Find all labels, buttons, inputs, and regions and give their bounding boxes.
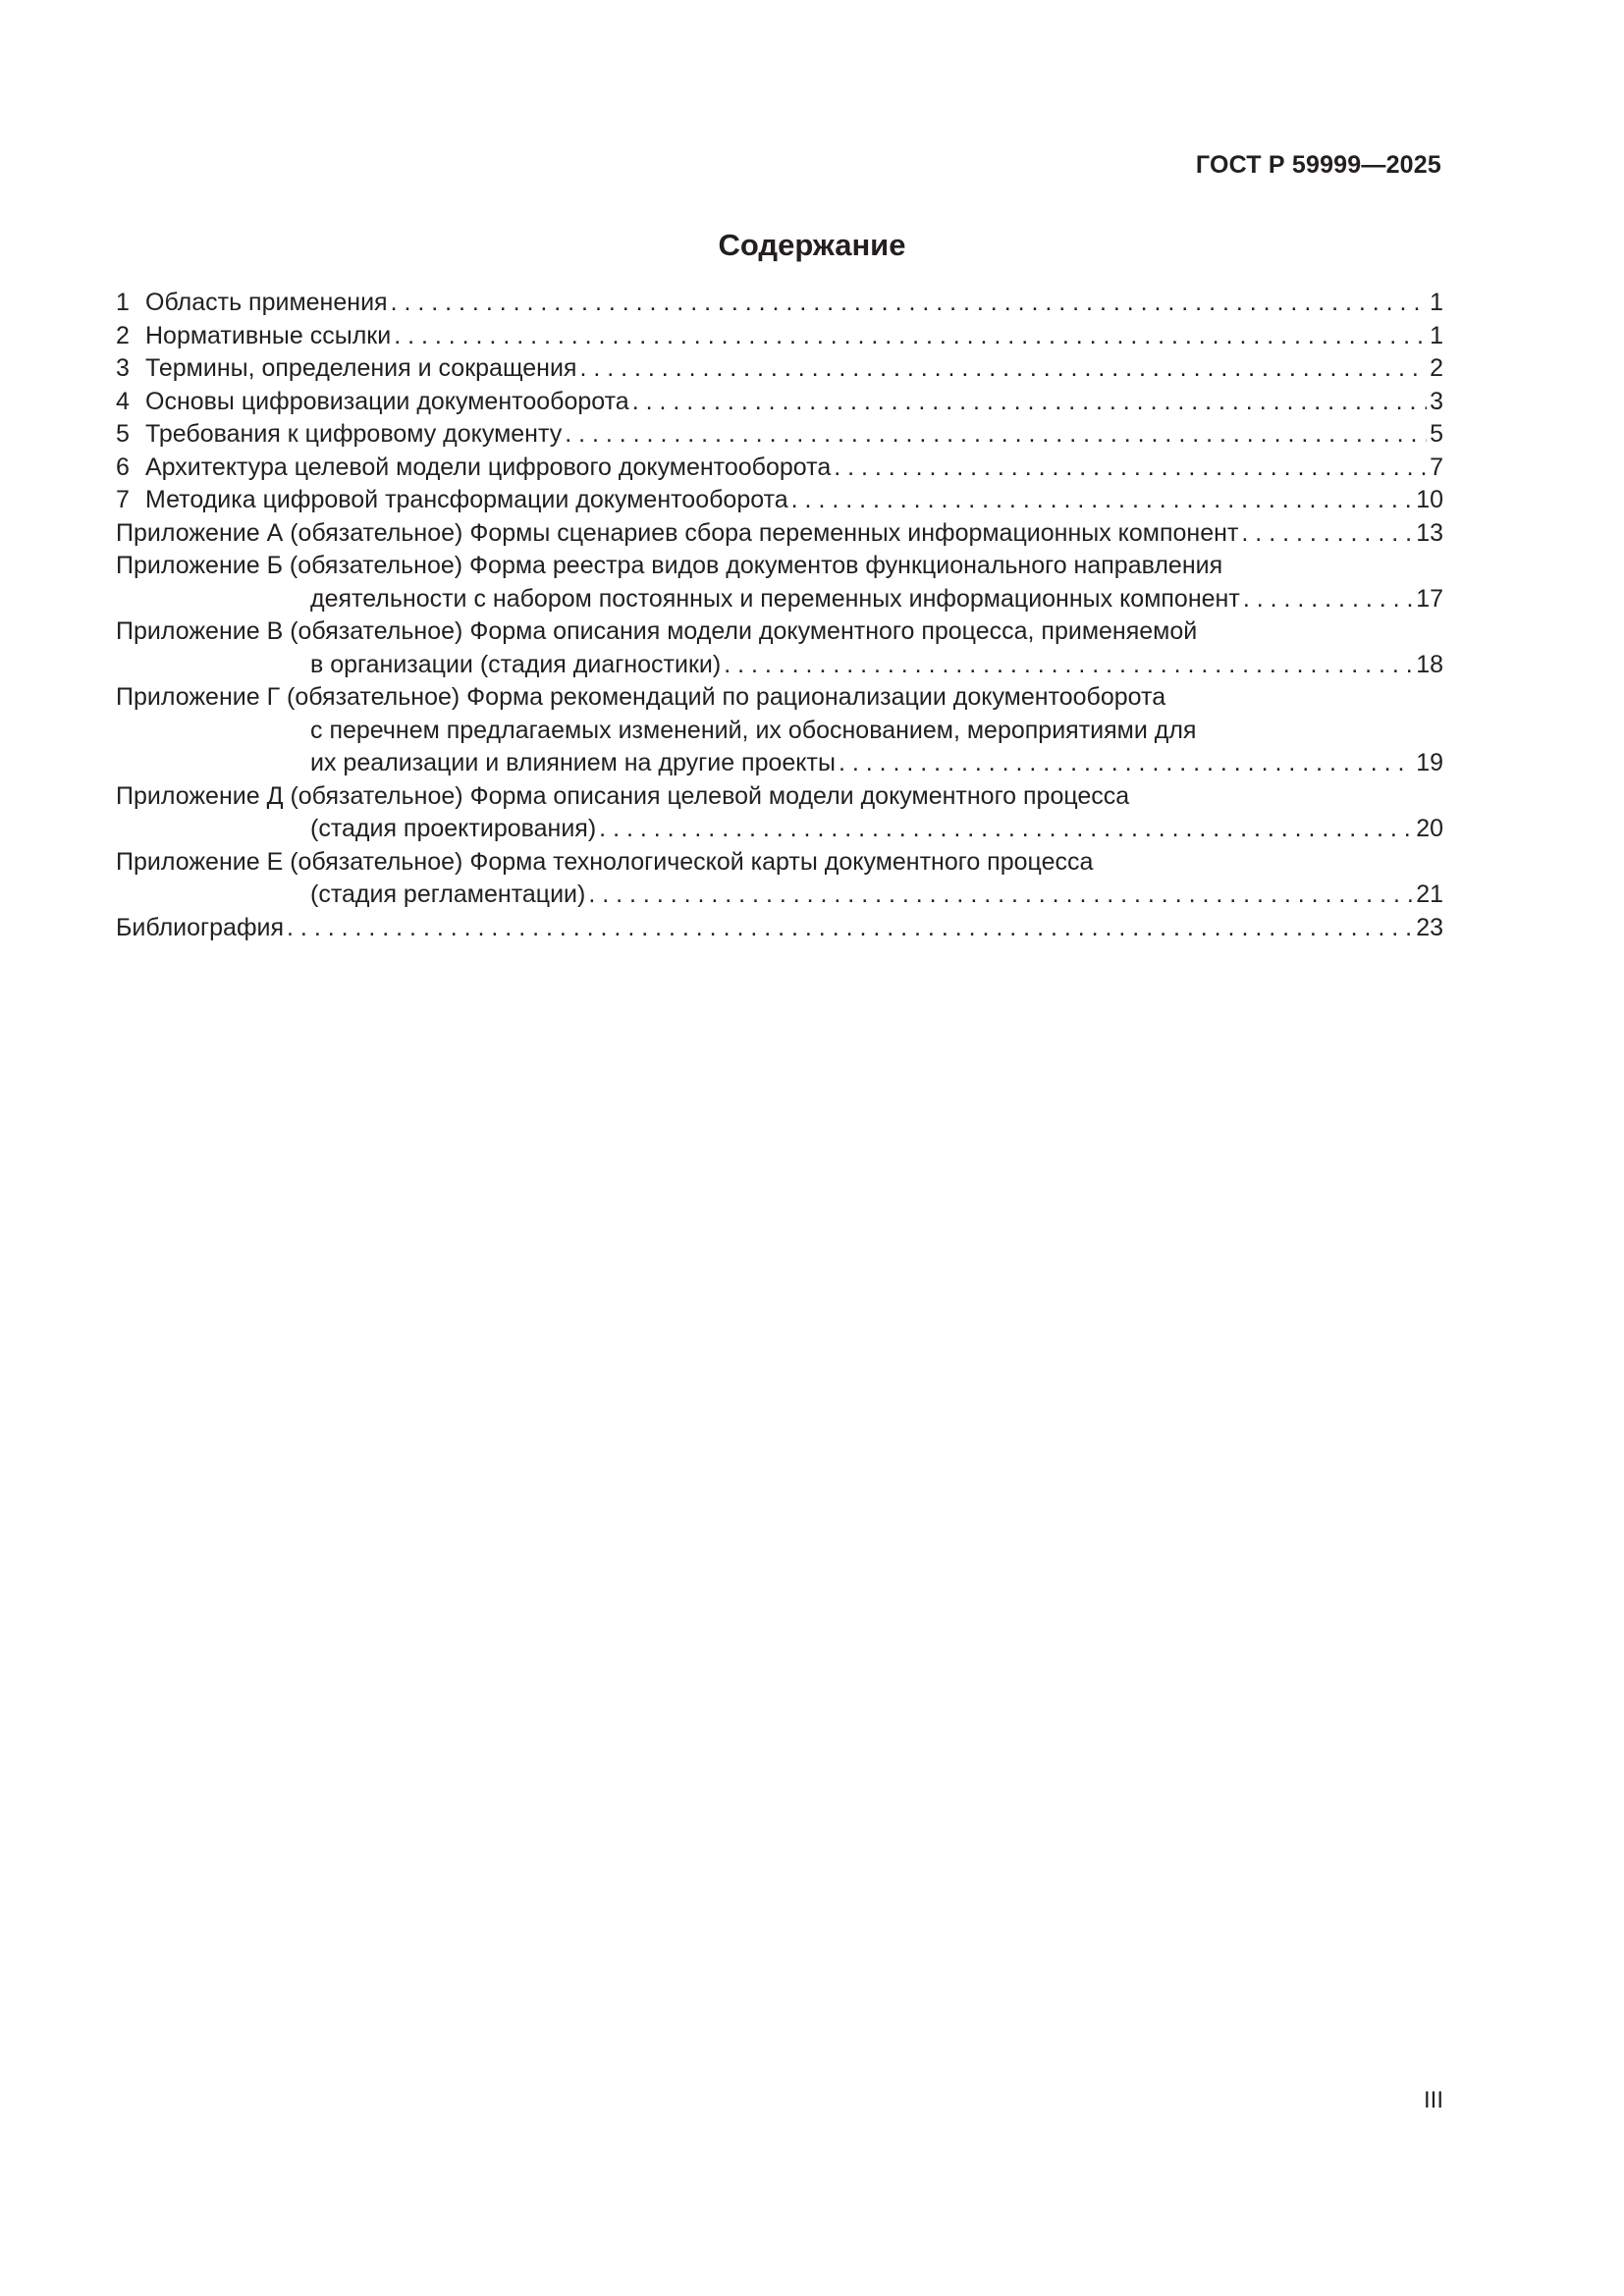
dot-leader <box>287 912 1413 945</box>
toc-entry-number: 2 <box>116 321 130 349</box>
toc-entry[interactable] <box>116 418 1443 452</box>
bibliography-title: Библиография <box>116 913 285 941</box>
toc-entry-page: 1 <box>1430 321 1443 349</box>
appendix-title: Форма рекомендаций по рационализации документооборота <box>466 683 1166 711</box>
toc-entry[interactable] <box>116 287 1443 320</box>
page-number: III <box>1423 2087 1443 2113</box>
dot-leader <box>599 813 1413 846</box>
appendix-title: Форма технологической карты документного процесса <box>469 847 1094 876</box>
toc-appendix-v-line2[interactable] <box>116 649 1443 682</box>
appendix-label: Приложение Д (обязательное) <box>116 781 463 810</box>
toc-entry-page: 23 <box>1416 913 1443 941</box>
document-code: ГОСТ Р 59999—2025 <box>1195 151 1441 179</box>
page-title: Содержание <box>718 228 906 262</box>
toc-entry-title: Термины, определения и сокращения <box>145 354 577 382</box>
dot-leader <box>391 287 1428 320</box>
toc-entry-title: Методика цифровой трансформации документооборота <box>145 486 788 513</box>
appendix-title: Формы сценариев сбора переменных информационных компонент <box>469 518 1239 547</box>
toc-entry-page: 5 <box>1430 420 1443 448</box>
dot-leader <box>839 747 1413 780</box>
appendix-title-continued: в организации (стадия диагностики) <box>310 650 722 678</box>
dot-leader <box>579 352 1427 386</box>
toc-entry[interactable] <box>116 386 1443 419</box>
appendix-title-continued: (стадия проектирования) <box>310 815 597 842</box>
toc-entry-number: 6 <box>116 453 130 481</box>
toc-entry-page: 21 <box>1416 881 1443 908</box>
toc-entry-page: 13 <box>1416 518 1443 547</box>
appendix-title-continued: деятельности с набором постоянных и переменных информационных компонент <box>310 584 1240 613</box>
toc-entry-number: 1 <box>116 289 130 316</box>
toc-entry-page: 2 <box>1430 354 1443 382</box>
dot-leader <box>632 386 1427 419</box>
toc-entry-title: Нормативные ссылки <box>145 321 392 349</box>
toc-appendix-e-line2[interactable] <box>116 879 1443 912</box>
appendix-label: Приложение В (обязательное) <box>116 617 463 645</box>
dot-leader <box>394 320 1427 353</box>
toc-entry-page: 1 <box>1430 289 1443 316</box>
toc-entry[interactable] <box>116 452 1443 485</box>
toc-entry-page: 20 <box>1416 815 1443 842</box>
dot-leader <box>565 418 1427 452</box>
dot-leader <box>1243 583 1413 616</box>
toc-entry-page: 3 <box>1430 387 1443 415</box>
toc-entry-title: Основы цифровизации документооборота <box>145 387 629 415</box>
toc-entry-page: 10 <box>1416 486 1443 513</box>
appendix-title-continued: с перечнем предлагаемых изменений, их обоснованием, мероприятиями для <box>310 716 1197 744</box>
toc-entry-page: 7 <box>1430 453 1443 481</box>
toc-appendix-d-line1[interactable] <box>116 780 1443 814</box>
toc-appendix-e-line1[interactable] <box>116 846 1443 880</box>
appendix-label: Приложение Г (обязательное) <box>116 683 460 711</box>
dot-leader <box>791 484 1414 517</box>
dot-leader <box>834 452 1427 485</box>
toc-entry[interactable] <box>116 484 1443 517</box>
toc-entry[interactable] <box>116 352 1443 386</box>
appendix-label: Приложение Б (обязательное) <box>116 552 463 579</box>
appendix-title-continued: их реализации и влиянием на другие проекты <box>310 749 836 776</box>
dot-leader <box>588 879 1413 912</box>
toc-entry-number: 3 <box>116 354 130 382</box>
toc-appendix-b-line2[interactable] <box>116 583 1443 616</box>
appendix-title-continued: (стадия регламентации) <box>310 881 586 908</box>
toc-entry-title: Область применения <box>145 289 388 316</box>
appendix-title: Форма реестра видов документов функционального направления <box>469 552 1223 579</box>
toc-entry[interactable] <box>116 320 1443 353</box>
table-of-contents <box>116 287 1443 944</box>
toc-entry-title: Требования к цифровому документу <box>145 420 563 448</box>
appendix-label: Приложение А (обязательное) <box>116 518 463 547</box>
toc-entry-title: Архитектура целевой модели цифрового документооборота <box>145 453 832 481</box>
toc-appendix-g-line1[interactable] <box>116 681 1443 715</box>
toc-appendix-a[interactable] <box>116 517 1443 551</box>
dot-leader <box>1241 517 1413 551</box>
toc-entry-page: 18 <box>1416 650 1443 678</box>
appendix-title: Форма описания целевой модели документного процесса <box>469 781 1130 810</box>
toc-appendix-d-line2[interactable] <box>116 813 1443 846</box>
toc-entry-number: 4 <box>116 387 130 415</box>
toc-entry-page: 17 <box>1416 584 1443 613</box>
toc-appendix-v-line1[interactable] <box>116 615 1443 649</box>
appendix-title: Форма описания модели документного процесса, применяемой <box>469 617 1198 645</box>
toc-entry-number: 7 <box>116 486 130 513</box>
toc-entry-page: 19 <box>1416 749 1443 776</box>
toc-appendix-b-line1[interactable] <box>116 550 1443 583</box>
toc-appendix-g-line2[interactable] <box>116 715 1443 748</box>
toc-entry-number: 5 <box>116 420 130 448</box>
dot-leader <box>724 649 1413 682</box>
appendix-label: Приложение Е (обязательное) <box>116 847 463 876</box>
toc-bibliography[interactable] <box>116 912 1443 945</box>
toc-appendix-g-line3[interactable] <box>116 747 1443 780</box>
